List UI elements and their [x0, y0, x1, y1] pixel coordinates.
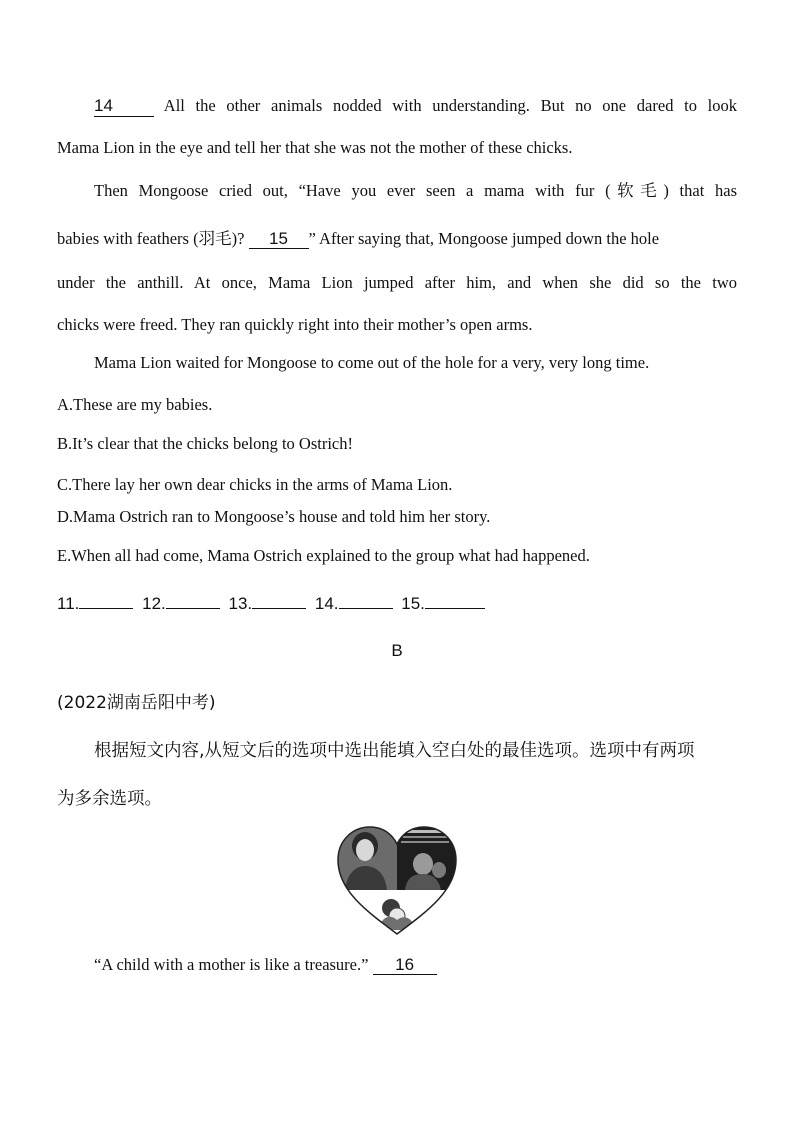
option-e: E.When all had come, Mama Ostrich explained to the group what had happened. — [57, 546, 590, 565]
passage-text: babies with feathers (羽毛)? — [57, 229, 245, 248]
paragraph-line — [57, 96, 737, 117]
answer-slot-13[interactable]: 13. — [228, 592, 306, 614]
passage-text: under the anthill. At once, Mama Lion jumped after him, and when she did so the two — [57, 273, 737, 292]
blank-15: 15 — [249, 230, 309, 249]
source-note: (2022湖南岳阳中考) — [57, 693, 216, 713]
passage-text: Mama Lion in the eye and tell her that she was not the mother of these chicks. — [57, 138, 573, 157]
answer-slot-12[interactable]: 12. — [142, 592, 220, 614]
answer-slot-11[interactable]: 11. — [57, 592, 133, 614]
instruction-text: 为多余选项。 — [57, 789, 162, 809]
passage-text: Mama Lion waited for Mongoose to come out of the hole for a very, very long time. — [94, 353, 650, 372]
section-heading: B — [391, 641, 403, 660]
blank-14: 14 — [94, 96, 154, 117]
option-a: A.These are my babies. — [57, 395, 213, 414]
quote-line — [94, 955, 737, 975]
answer-slot-15[interactable]: 15. — [401, 592, 485, 614]
answer-slot-14[interactable]: 14. — [315, 592, 393, 614]
instruction-text: 根据短文内容,从短文后的选项中选出能填入空白处的最佳选项。选项中有两项 — [94, 741, 695, 761]
option-b: B.It’s clear that the chicks belong to Ostrich! — [57, 434, 354, 453]
paragraph-line — [57, 225, 737, 249]
option-d: D.Mama Ostrich ran to Mongoose’s house and told him her story. — [57, 507, 491, 526]
option-c: C.There lay her own dear chicks in the arms of Mama Lion. — [57, 475, 453, 494]
heart-photo-collage — [335, 824, 459, 938]
blank-16: 16 — [373, 956, 437, 975]
passage-text: Then Mongoose cried out, “Have you ever seen a mama with fur (软毛) that has — [94, 181, 737, 200]
answer-row — [57, 592, 489, 614]
quote-text: “A child with a mother is like a treasure.” — [94, 955, 369, 974]
passage-text: All the other animals nodded with understanding. But no one dared to look — [163, 96, 737, 115]
passage-text: ” After saying that, Mongoose jumped down the hole — [308, 229, 660, 248]
passage-text: chicks were freed. They ran quickly right into their mother’s open arms. — [57, 315, 533, 334]
